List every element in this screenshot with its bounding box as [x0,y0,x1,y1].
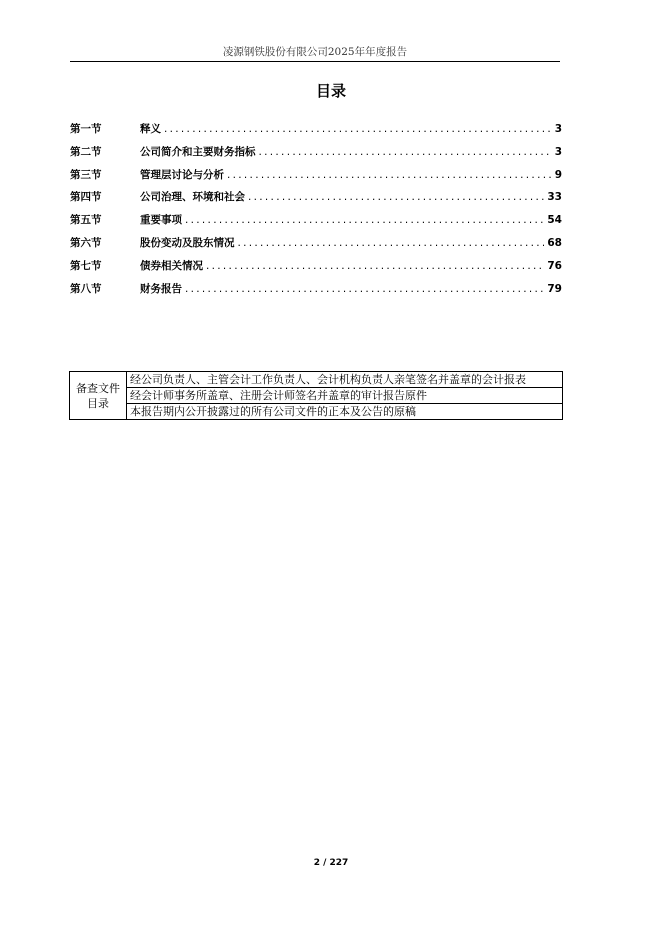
toc-dot-leader [248,191,544,203]
toc-entry[interactable] [70,235,562,258]
toc-page-number: 68 [547,236,562,249]
page-header: 凌源钢铁股份有限公司2025年年度报告 [222,46,408,58]
toc-dot-leader [206,260,544,272]
toc-page-number: 3 [554,123,562,135]
toc-section-number: 第四节 [70,191,102,204]
reference-document-item: 经公司负责人、主管会计工作负责人、会计机构负责人亲笔签名并盖章的会计报表 [127,372,563,388]
toc-section-number: 第五节 [70,214,102,227]
toc-section-title: 释义 [140,123,161,135]
toc-entry[interactable] [70,281,562,304]
toc-entry[interactable] [70,167,562,190]
toc-entry[interactable] [70,189,562,212]
toc-section-title: 股份变动及股东情况 [140,236,235,249]
toc-section-title: 财务报告 [140,282,182,295]
reference-document-item: 本报告期内公开披露过的所有公司文件的正本及公告的原稿 [127,404,563,420]
toc-section-number: 第二节 [70,145,102,158]
toc-entry[interactable] [70,144,562,167]
toc-section-title: 公司治理、环境和社会 [140,191,245,204]
table-row [70,388,563,404]
header-divider [70,61,560,62]
table-of-contents [70,121,562,303]
reference-document-item: 经会计师事务所盖章、注册会计师签名并盖章的审计报告原件 [127,388,563,404]
toc-section-title: 重要事项 [140,214,182,227]
toc-page-number: 54 [547,214,562,227]
toc-section-number: 第八节 [70,282,102,295]
toc-section-number: 第一节 [70,123,102,135]
toc-section-number: 第六节 [70,236,102,249]
toc-page-number: 33 [547,191,562,204]
toc-page-number: 3 [554,145,562,158]
toc-dot-leader [185,283,544,295]
toc-section-title: 公司简介和主要财务指标 [140,145,256,158]
toc-page-number: 79 [547,282,562,295]
toc-section-title: 管理层讨论与分析 [140,168,224,181]
toc-dot-leader [185,214,544,226]
toc-section-number: 第七节 [70,259,102,272]
toc-entry[interactable] [70,258,562,281]
toc-section-number: 第三节 [70,168,102,181]
toc-entry[interactable] [70,212,562,235]
toc-page-number: 76 [547,259,562,272]
table-row [70,404,563,420]
toc-dot-leader [164,123,552,135]
toc-entry[interactable] [70,121,562,144]
toc-dot-leader [227,169,552,181]
toc-dot-leader [259,146,552,158]
reference-documents-table [69,371,563,420]
toc-dot-leader [238,237,545,249]
toc-section-title: 债券相关情况 [140,259,203,272]
table-row [70,372,563,388]
page-indicator: 2 / 227 [313,858,349,868]
reference-documents-heading: 备查文件目录 [70,372,127,420]
toc-page-number: 9 [554,168,562,181]
toc-title: 目录 [315,82,346,100]
